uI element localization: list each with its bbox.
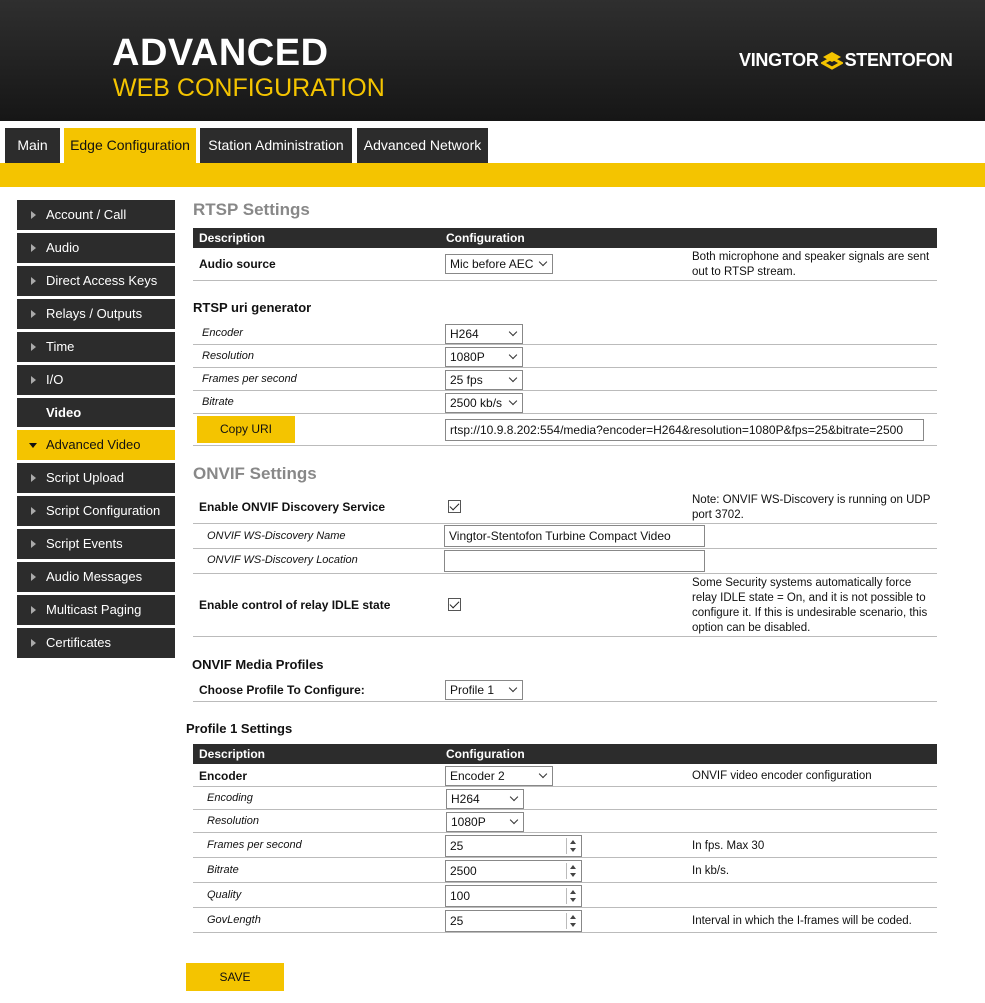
profile-fps-label: Frames per second: [207, 839, 302, 851]
resolution-label: Resolution: [202, 350, 254, 362]
profile-govlength-label: GovLength: [207, 914, 261, 926]
profile-bitrate-stepper[interactable]: 2500: [445, 860, 582, 882]
bitrate-label: Bitrate: [202, 396, 234, 408]
ws-discovery-name-label: ONVIF WS-Discovery Name: [207, 530, 346, 542]
sidebar-item-multicast-paging[interactable]: Multicast Paging: [17, 595, 175, 625]
col-configuration: Configuration: [446, 747, 525, 761]
profile-bitrate-note: In kb/s.: [692, 865, 730, 877]
chevron-right-icon: [31, 573, 36, 581]
profile-quality-stepper[interactable]: 100: [445, 885, 582, 907]
spinner-arrows-icon[interactable]: [566, 838, 579, 854]
app-title: ADVANCED: [112, 32, 329, 74]
brand-mark-icon: [821, 49, 843, 71]
profile-fps-stepper[interactable]: 25: [445, 835, 582, 857]
relay-idle-checkbox[interactable]: [448, 598, 461, 611]
sidebar-item-audio[interactable]: Audio: [17, 233, 175, 263]
relay-idle-note: Some Security systems automatically force relay IDLE state = On, and it is not possible to configure it. If this is undesirable scenario, this option can be disabled.: [692, 577, 928, 634]
chevron-right-icon: [31, 376, 36, 384]
audio-source-select[interactable]: Mic before AEC: [445, 254, 553, 274]
relay-idle-label: Enable control of relay IDLE state: [199, 598, 391, 612]
sidebar-item-script-configuration[interactable]: Script Configuration: [17, 496, 175, 526]
chevron-right-icon: [31, 507, 36, 515]
chevron-right-icon: [31, 474, 36, 482]
sidebar-item-audio-messages[interactable]: Audio Messages: [17, 562, 175, 592]
save-button[interactable]: SAVE: [186, 963, 284, 991]
sidebar-item-certificates[interactable]: Certificates: [17, 628, 175, 658]
choose-profile-label: Choose Profile To Configure:: [199, 683, 365, 697]
divider: [193, 390, 937, 391]
chevron-right-icon: [31, 639, 36, 647]
chevron-down-icon: [29, 443, 37, 448]
divider: [193, 809, 937, 810]
ws-discovery-location-field[interactable]: [444, 550, 705, 572]
audio-source-note: Both microphone and speaker signals are sent out to RTSP stream.: [692, 251, 930, 278]
sidebar-item-direct-access-keys[interactable]: Direct Access Keys: [17, 266, 175, 296]
col-configuration: Configuration: [446, 231, 525, 245]
spinner-arrows-icon[interactable]: [566, 863, 579, 879]
onvif-heading: ONVIF Settings: [193, 464, 317, 483]
profile-encoder-select[interactable]: Encoder 2: [445, 766, 553, 786]
divider: [193, 701, 937, 702]
chevron-down-icon: [509, 374, 517, 382]
divider: [193, 907, 937, 908]
app-subtitle: WEB CONFIGURATION: [113, 74, 385, 102]
profile-encoder-label: Encoder: [199, 769, 248, 783]
divider: [193, 832, 937, 833]
profile-bitrate-label: Bitrate: [207, 864, 239, 876]
tab-main[interactable]: Main: [5, 128, 60, 163]
onvif-discovery-checkbox[interactable]: [448, 500, 461, 513]
divider: [193, 548, 937, 549]
sidebar-item-script-upload[interactable]: Script Upload: [17, 463, 175, 493]
tab-edge-configuration[interactable]: Edge Configuration: [64, 128, 196, 163]
chevron-down-icon: [510, 816, 518, 824]
profile-resolution-label: Resolution: [207, 815, 259, 827]
sidebar-item-io[interactable]: I/O: [17, 365, 175, 395]
accent-bar: [0, 163, 985, 187]
onvif-media-profiles-heading: ONVIF Media Profiles: [192, 657, 324, 672]
divider: [193, 445, 937, 446]
choose-profile-select[interactable]: Profile 1: [445, 680, 523, 700]
sidebar: [17, 200, 175, 661]
fps-select[interactable]: 25 fps: [445, 370, 523, 390]
fps-label: Frames per second: [202, 373, 297, 385]
copy-uri-button[interactable]: Copy URI: [197, 416, 295, 443]
col-description: Description: [199, 231, 266, 245]
chevron-right-icon: [31, 277, 36, 285]
sidebar-item-script-events[interactable]: Script Events: [17, 529, 175, 559]
rtsp-table-header: [193, 228, 937, 248]
resolution-select[interactable]: 1080P: [445, 347, 523, 367]
onvif-discovery-label: Enable ONVIF Discovery Service: [199, 500, 386, 514]
chevron-right-icon: [31, 540, 36, 548]
brand-left-text: VINGTOR: [739, 50, 819, 70]
chevron-right-icon: [31, 606, 36, 614]
sidebar-item-advanced-video[interactable]: Advanced Video: [17, 430, 175, 460]
chevron-right-icon: [31, 343, 36, 351]
divider: [193, 636, 937, 637]
profile-encoding-select[interactable]: H264: [446, 789, 524, 809]
chevron-down-icon: [509, 397, 517, 405]
sidebar-item-account-call[interactable]: Account / Call: [17, 200, 175, 230]
header-banner: [0, 0, 985, 121]
divider: [193, 523, 937, 524]
brand-right-text: STENTOFON: [844, 50, 953, 70]
profile-heading: Profile 1 Settings: [186, 721, 293, 736]
chevron-down-icon: [510, 793, 518, 801]
top-tabs: [0, 121, 985, 163]
sidebar-item-time[interactable]: Time: [17, 332, 175, 362]
tab-station-administration[interactable]: Station Administration: [200, 128, 352, 163]
divider: [193, 367, 937, 368]
onvif-discovery-note: Note: ONVIF WS-Discovery is running on UDP port 3702.: [692, 494, 931, 521]
chevron-right-icon: [31, 310, 36, 318]
chevron-down-icon: [539, 770, 547, 778]
profile-encoding-label: Encoding: [207, 792, 253, 804]
divider: [193, 786, 937, 787]
encoder-select[interactable]: H264: [445, 324, 523, 344]
rtsp-uri-heading: RTSP uri generator: [193, 300, 312, 315]
chevron-down-icon: [539, 258, 547, 266]
profile-table-header: [193, 744, 937, 764]
bitrate-select[interactable]: 2500 kb/s: [445, 393, 523, 413]
sidebar-item-relays-outputs[interactable]: Relays / Outputs: [17, 299, 175, 329]
divider: [193, 413, 937, 414]
brand-logo: [739, 49, 953, 71]
spinner-arrows-icon[interactable]: [566, 888, 579, 904]
chevron-right-icon: [31, 244, 36, 252]
profile-quality-label: Quality: [207, 889, 242, 901]
chevron-down-icon: [509, 328, 517, 336]
ws-discovery-name-field[interactable]: Vingtor-Stentofon Turbine Compact Video: [444, 525, 705, 547]
ws-discovery-location-label: ONVIF WS-Discovery Location: [207, 554, 358, 566]
spinner-arrows-icon[interactable]: [566, 913, 579, 929]
divider: [193, 573, 937, 574]
sidebar-section-video[interactable]: Video: [17, 398, 175, 427]
chevron-down-icon: [509, 351, 517, 359]
rtsp-uri-field[interactable]: rtsp://10.9.8.202:554/media?encoder=H264&resolution=1080P&fps=25&bitrate=2500: [445, 419, 924, 441]
audio-source-label: Audio source: [199, 257, 276, 271]
profile-encoder-note: ONVIF video encoder configuration: [692, 770, 872, 782]
rtsp-heading: RTSP Settings: [193, 200, 310, 219]
divider: [193, 857, 937, 858]
profile-govlength-stepper[interactable]: 25: [445, 910, 582, 932]
chevron-right-icon: [31, 211, 36, 219]
chevron-down-icon: [509, 684, 517, 692]
profile-fps-note: In fps. Max 30: [692, 840, 765, 852]
profile-govlength-note: Interval in which the I-frames will be coded.: [692, 915, 912, 927]
col-description: Description: [199, 747, 266, 761]
encoder-label: Encoder: [202, 327, 243, 339]
divider: [193, 932, 937, 933]
divider: [193, 344, 937, 345]
divider: [193, 882, 937, 883]
profile-resolution-select[interactable]: 1080P: [446, 812, 524, 832]
tab-advanced-network[interactable]: Advanced Network: [357, 128, 488, 163]
divider: [193, 280, 937, 281]
